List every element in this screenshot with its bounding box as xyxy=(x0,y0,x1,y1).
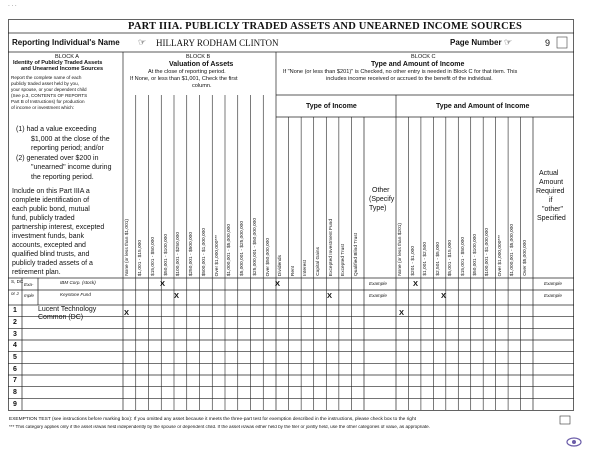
row-number: 7 xyxy=(13,377,17,385)
other-specify-line: Type) xyxy=(369,205,387,212)
value-column-label: $50,001 - $100,000 xyxy=(163,234,169,276)
block-a-include-line: accounts, excepted and xyxy=(12,242,86,249)
block-a-include-line: publicly traded assets of a xyxy=(12,260,93,267)
value-column-label: $250,001 - $500,000 xyxy=(189,231,195,276)
pointing-hand-icon: ☞ xyxy=(504,37,513,47)
value-column-label: Over $50,000,000 xyxy=(265,237,271,276)
income-amount-column-label: $1,000,001 - $5,000,000 xyxy=(510,223,516,276)
block-a-report-line: Report the complete name of each xyxy=(11,75,82,80)
block-a-criteria-line: the reporting period. xyxy=(31,173,94,181)
row-number: 9 xyxy=(13,400,17,408)
value-column-label: None (or less than $1,001) xyxy=(125,219,131,276)
row-number: 6 xyxy=(13,365,17,373)
financial-disclosure-form: · · · PART IIIA. PUBLICLY TRADED ASSETS AND UNEARNED INCOME SOURCES Reporting Individual's Name ☞ HILLARY RODHAM CLINTON Page Number ☞ 9 BLOCK A Identity of Publicly Traded Assets and Unearned Income Sources Report the complete name of each publicly traded asset held by you, your spouse, or your dependent child (See p.3, CONTENTS OF REPORTS Part B of Instructions) for production of income or investment which: (1) had a value exceeding $1,000 at the close of the reporting period; and/or (2) generated over $200 in "unearned" income during the reporting period. Include on this Part IIIA a complete identification of each public bond, mutual fund, publicly traded partnership interest, excepted investment funds, bank accounts, excepted and qualified blind trusts, and publicly traded assets of a retirement plan. BLOCK B Valuation of Assets At the close of reporting period. If None, or less than $1,001, Check the first column. None (or less than $1,001) $1,001 - $15,000 $15,001 - $50,000 $50,001 - $100,000 $100,001 - $250,000 $250,001 - $500,000 $500,001 - $1,000,000 Over $1,000,000*** $1,000,001 - $5,000,000 $5,000,001 - $25,000,000 $25,000,001 - $50,000,000 Over $50,000,000 BLOCK C Type and Amount of Income If "None (or less than $201)" is Checked, no other entry is needed in Block C for that item. This includes income received or accrued to the benefit of the individual. Type of Income Type and Amount of Income Dividends Rent Interest Capital Gains Excepted Investment Fund Excepted Trust Qualified Blind Trust Other (Specify Type) None (or less than $201) $201 - $1,000 $1,001 - $2,500 $2,501 - $5,000 $5,001 - $15,000 $15,001 - $50,000 $50,001 - $100,000 $100,001 - $1,000,000 Over $1,000,000*** $1,000,001 - $5,000,000 Over $5,000,000 Actual Amount Required if "other" Specified S, DC or J Exa- mple IBM Corp. (stock) Keystone Fund X X X X X X Example Example Example Example 1 2 3 4 5 6 7 8 9 Lucent Technology Common (DC) X X EXEMPTION TEST (see instructions before marking box): If you omitted any asset because it meets the three-part test for exemption described in the instructions, please check box to the right *** This category applies only if the asset is/was held independently by the spouse or dependent child. If the asset is/was either held by the filer or jointly held, use the other categories of value, as appropriate. xyxy=(0,0,600,462)
example-asset-1: IBM Corp. (stock) xyxy=(60,280,96,285)
example-word: Example xyxy=(369,281,387,286)
income-amount-column-label: $50,001 - $100,000 xyxy=(472,234,478,276)
block-a-include-line: each public bond, mutual xyxy=(12,206,90,213)
block-b-title: Valuation of Assets xyxy=(169,61,234,68)
block-b-heading: BLOCK B xyxy=(186,54,211,60)
value-mark[interactable]: X xyxy=(124,308,130,317)
other-specify-line: Other xyxy=(372,187,390,194)
income-amount-column-label: $201 - $1,000 xyxy=(410,246,416,276)
part-title: PART IIIA. PUBLICLY TRADED ASSETS AND UNEARNED INCOME SOURCES xyxy=(128,21,523,32)
row-number: 5 xyxy=(13,354,17,361)
example-word: Example xyxy=(544,293,562,298)
block-a-include-line: partnership interest, excepted xyxy=(12,224,105,231)
block-a-title-1: Identity of Publicly Traded Assets xyxy=(13,60,103,66)
value-column-label: $25,000,001 - $50,000,000 xyxy=(252,218,258,276)
block-a-include-line: qualified blind trusts, and xyxy=(12,251,90,258)
block-a-report-line: (See p.3, CONTENTS OF REPORTS xyxy=(11,93,88,98)
row-number: 4 xyxy=(13,342,17,350)
actual-amount-line: Amount xyxy=(539,179,564,186)
income-amount-column-label: $2,501 - $5,000 xyxy=(435,242,441,276)
block-c-line-1: If "None (or less than $201)" is Checked, no other entry is needed in Block C for that item. This xyxy=(283,69,518,75)
row-number: 8 xyxy=(13,389,17,396)
owner-code-label: S, DC xyxy=(11,279,24,284)
income-amount-column-label: $5,001 - $15,000 xyxy=(448,239,454,276)
block-a-report-line: your spouse, or your dependent child xyxy=(11,87,87,92)
value-column-label: $500,001 - $1,000,000 xyxy=(201,227,207,276)
example-mark: X xyxy=(413,279,419,288)
example-word: Example xyxy=(544,281,562,286)
eye-logo-icon xyxy=(556,435,592,455)
reporting-name[interactable]: HILLARY RODHAM CLINTON xyxy=(156,38,279,48)
example-label-2: mple xyxy=(24,293,34,298)
block-a-criteria-line: (1) had a value exceeding xyxy=(16,126,97,133)
page-label: Page Number xyxy=(450,38,502,47)
actual-amount-line: Actual xyxy=(539,170,559,177)
example-mark: X xyxy=(441,291,447,300)
block-a-heading: BLOCK A xyxy=(55,54,79,60)
row-number: 1 xyxy=(13,307,17,315)
pointing-hand-icon: ☞ xyxy=(138,37,147,47)
block-a-include-line: complete identification of xyxy=(12,197,90,204)
asset-name[interactable]: Lucent Technology xyxy=(38,306,97,313)
block-c-line-2: includes income received or accrued to the benefit of the individual. xyxy=(326,76,493,82)
income-type-column-label: Excepted Trust xyxy=(341,244,347,276)
exemption-test: EXEMPTION TEST (see instructions before marking box): If you omitted any asset because it meets the three-part test for exemption described in the instructions, please check box to the right xyxy=(9,417,416,422)
income-type-column-label: Capital Gains xyxy=(316,247,321,276)
block-a-report-line: Part B of Instructions) for production xyxy=(11,99,85,104)
example-label: Exa- xyxy=(24,282,34,287)
block-a-include-line: fund, publicly traded xyxy=(12,215,75,222)
row-number: 2 xyxy=(13,319,17,326)
value-column-label: $15,001 - $50,000 xyxy=(150,237,156,276)
amount-of-income-header: Type and Amount of Income xyxy=(436,103,530,110)
other-specify-line: (Specify xyxy=(369,196,395,203)
income-amount-column-label: None (or less than $201) xyxy=(398,223,404,276)
category-note: *** This category applies only if the asset is/was held independently by the spouse or dependent child. If the asset is/was either held by the filer or jointly held, use the other categories of value, as appropriate. xyxy=(9,425,431,429)
actual-amount-line: Specified xyxy=(537,215,566,222)
example-mark: X xyxy=(275,279,281,288)
income-amount-column-label: $100,001 - $1,000,000 xyxy=(485,227,491,276)
row-number: 3 xyxy=(13,330,17,338)
block-c-heading: BLOCK C xyxy=(411,54,436,60)
income-type-column-label: Dividends xyxy=(278,254,284,276)
block-a-report-line: publicly traded asset held by you, xyxy=(11,81,79,86)
actual-amount-line: "other" xyxy=(542,206,563,213)
value-column-label: $1,001 - $15,000 xyxy=(138,239,144,276)
block-a-report-line: of income or investment which: xyxy=(11,105,75,110)
block-b-line-3: column. xyxy=(192,83,212,89)
block-a-criteria-line: "unearned" income during xyxy=(31,164,112,171)
income-amount-column-label: $1,001 - $2,500 xyxy=(423,242,429,276)
block-a-criteria-line: (2) generated over $200 in xyxy=(16,154,99,162)
block-a-include-line: investment funds, bank xyxy=(12,233,84,240)
type-of-income-header: Type of Income xyxy=(306,103,357,110)
example-mark: X xyxy=(327,291,333,300)
reporting-label: Reporting Individual's Name xyxy=(12,38,120,47)
block-b-line-1: At the close of reporting period. xyxy=(148,69,226,75)
block-a-include-line: retirement plan. xyxy=(12,269,61,276)
income-type-column-label: Excepted Investment Fund xyxy=(328,218,334,276)
page-number[interactable]: 9 xyxy=(545,38,551,48)
block-a-title-2: and Unearned Income Sources xyxy=(21,66,104,72)
block-a-criteria-line: $1,000 at the close of the xyxy=(31,135,110,143)
value-column-label: $5,000,001 - $25,000,000 xyxy=(240,221,246,276)
example-mark: X xyxy=(160,279,166,288)
example-asset-2: Keystone Fund xyxy=(60,292,91,297)
owner-code-label-2: or J xyxy=(11,291,19,296)
income-type-column-label: Qualified Blind Trust xyxy=(353,233,359,276)
example-mark: X xyxy=(174,291,180,300)
value-column-label: $1,000,001 - $5,000,000 xyxy=(227,223,233,276)
value-column-label: $100,001 - $250,000 xyxy=(176,231,182,276)
block-a-criteria-line: reporting period; and/or xyxy=(31,145,104,152)
income-type-column-label: Interest xyxy=(303,260,309,276)
block-b-line-2: If None, or less than $1,001, Check the first xyxy=(130,76,238,82)
income-amount-column-label: $15,001 - $50,000 xyxy=(460,237,466,276)
block-c-title: Type and Amount of Income xyxy=(371,61,465,68)
asset-name-2[interactable]: Common (DC) xyxy=(38,314,84,321)
actual-amount-line: Required xyxy=(536,188,565,195)
income-amount-column-label: Over $1,000,000*** xyxy=(497,234,503,276)
income-mark[interactable]: X xyxy=(399,308,405,317)
income-type-column-label: Rent xyxy=(290,265,296,276)
example-word: Example xyxy=(369,293,387,298)
actual-amount-line: if xyxy=(549,197,553,204)
block-a-include-line: Include on this Part IIIA a xyxy=(12,188,90,195)
income-amount-column-label: Over $5,000,000 xyxy=(522,240,528,276)
value-column-label: Over $1,000,000*** xyxy=(214,234,220,276)
